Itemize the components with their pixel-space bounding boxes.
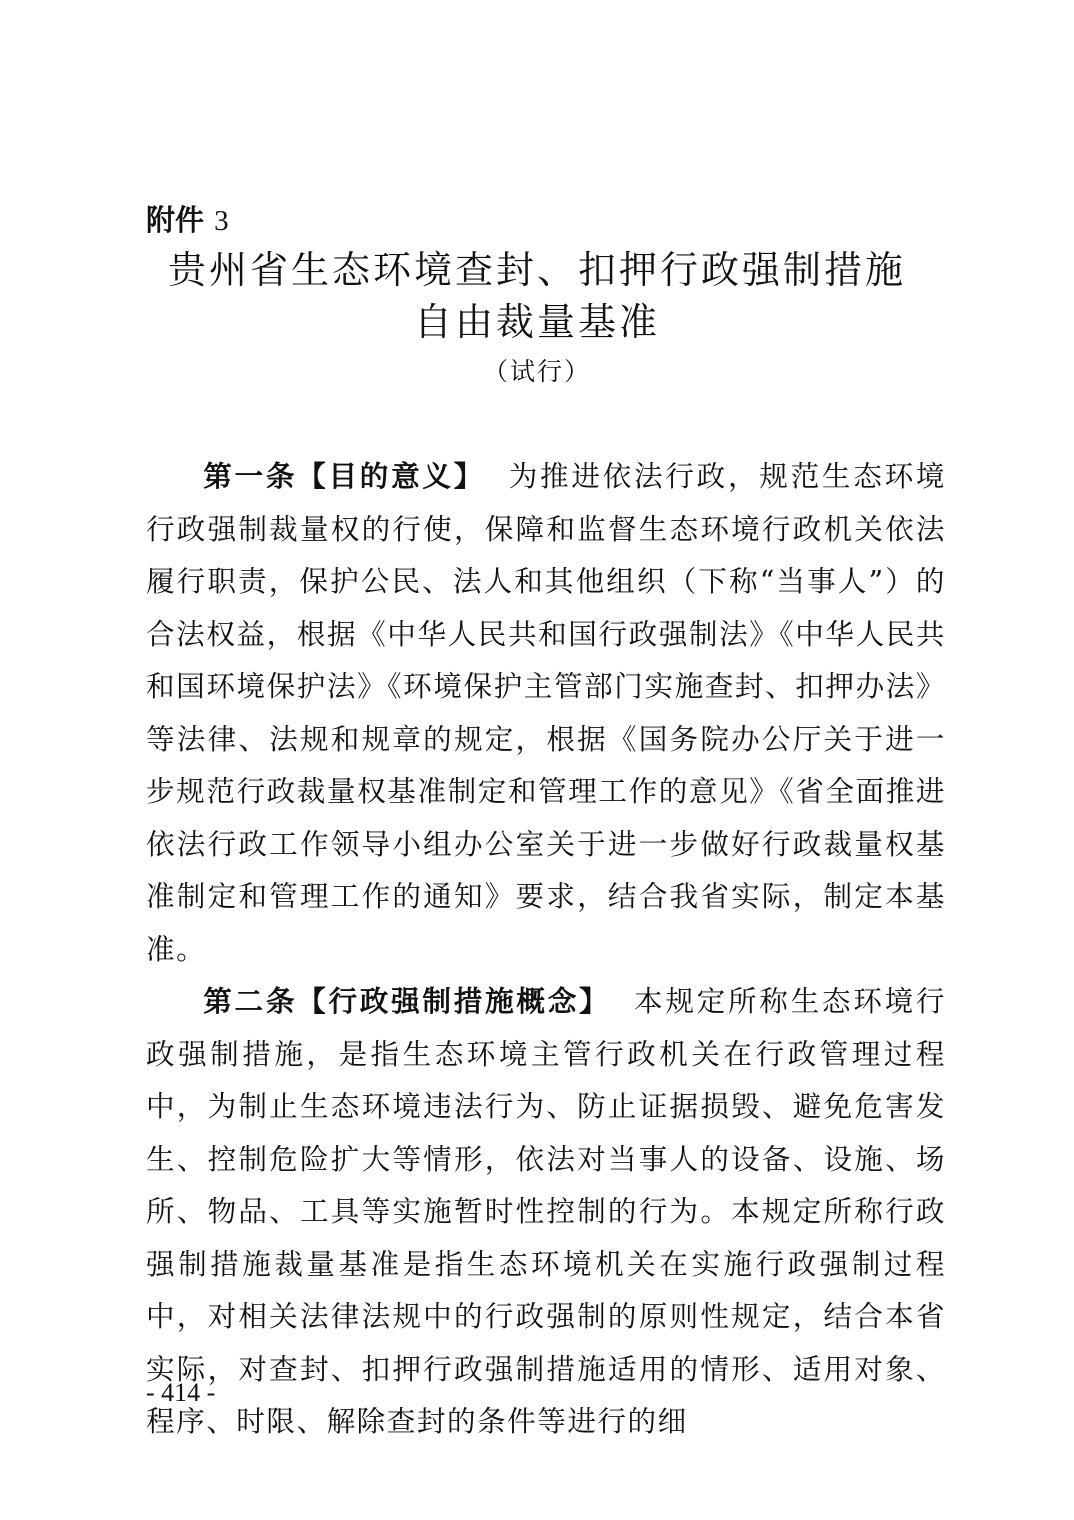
article-1-heading: 第一条【目的意义】 [203,459,486,493]
document-subtitle: （试行） [482,357,591,386]
attachment-label [146,200,229,241]
document-title-line-1: 贵州省生态环境查封、扣押行政强制措施 [167,248,906,292]
document-title-line-2: 自由裁量基准 [413,300,660,344]
article-2-heading: 第二条【行政强制措施概念】 [203,984,611,1018]
article-2-text: 本规定所称生态环境行政强制措施，是指生态环境主管行政机关在行政管理过程中，为制止生态环境违法行为、防止证据损毁、避免危害发生、控制危险扩大等情形，依法对当事人的设备、设施、场所、物品、工具等实施暂时性控制的行为。本规定所称行政强制措施裁量基准是指生态环境机关在实施行政强制过程中，对相关法律法规中的行政强制的原则性规定，结合本省实际，对查封、扣押行政强制措施适用的情形、适用对象、程序、时限、解除查封的条件等进行的细 [146,984,946,1438]
article-1-text: 为推进依法行政，规范生态环境行政强制裁量权的行使，保障和监督生态环境行政机关依法履行职责，保护公民、法人和其他组织（下称“当事人”）的合法权益，根据《中华人民共和国行政强制法》《中华人民共和国环境保护法》《环境保护主管部门实施查封、扣押办法》等法律、法规和规章的规定，根据《国务院办公厅关于进一步规范行政裁量权基准制定和管理工作的意见》《省全面推进依法行政工作领导小组办公室关于进一步做好行政裁量权基准制定和管理工作的通知》要求，结合我省实际，制定本基准。 [146,459,946,966]
document-body [146,450,946,1448]
article-2 [146,975,946,1448]
attachment-text: 附件 [146,203,205,237]
article-1 [146,450,946,975]
page-number: - 414 - [146,1378,216,1407]
attachment-number: 3 [214,205,229,237]
